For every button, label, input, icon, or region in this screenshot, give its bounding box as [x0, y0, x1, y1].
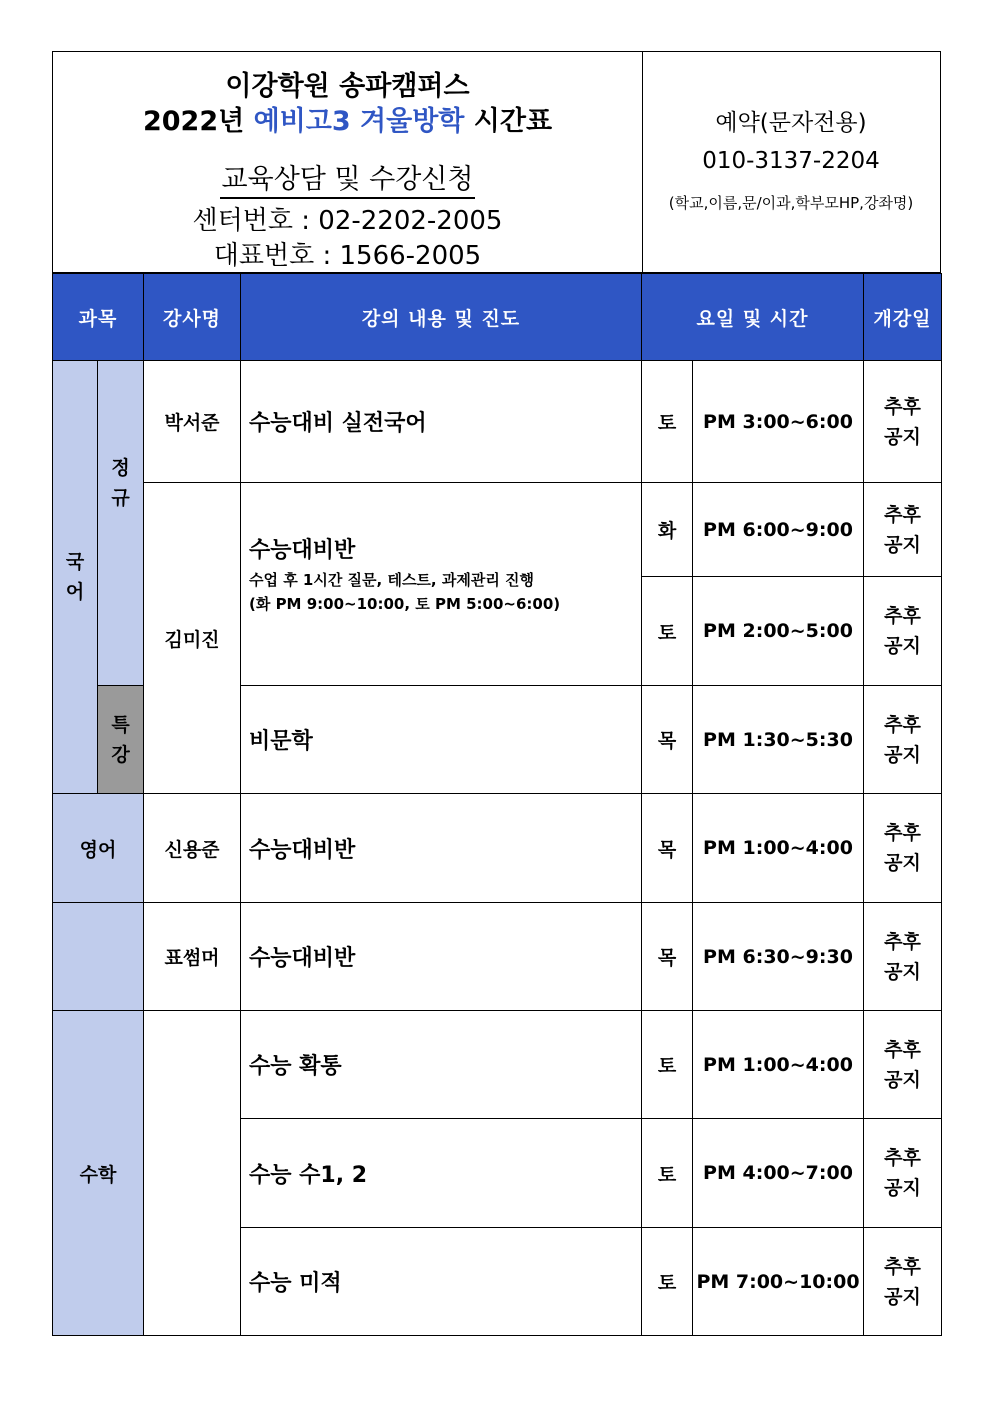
lecture-time: PM 6:30~9:30 — [693, 903, 864, 1011]
main-phone: 대표번호 : 1566-2005 — [213, 241, 482, 271]
lecture-day: 토 — [642, 361, 693, 483]
col-content: 강의 내용 및 진도 — [241, 274, 642, 361]
consult-heading: 교육상담 및 수강신청 — [53, 157, 642, 196]
subgroup-regular: 정규 — [98, 361, 144, 686]
lecture-time: PM 4:00~7:00 — [693, 1119, 864, 1228]
lecture-note-line1: 수업 후 1시간 질문, 테스트, 과제관리 진행 — [249, 570, 535, 589]
table-row — [53, 361, 942, 483]
open-date: 추후 공지 — [864, 1119, 942, 1228]
lecture-content: 수능 수1, 2 — [241, 1119, 642, 1228]
table-row — [53, 903, 942, 1011]
teacher-name: 박서준 — [144, 361, 241, 483]
lecture-note-line2: (화 PM 9:00~10:00, 토 PM 5:00~6:00) — [249, 594, 561, 613]
title-suffix: 시간표 — [464, 106, 553, 137]
reserve-phone: 010-3137-2204 — [702, 148, 880, 174]
open-date: 추후 공지 — [864, 794, 942, 903]
lecture-day: 목 — [642, 903, 693, 1011]
lecture-content: 수능대비반 — [241, 794, 642, 903]
teacher-name: 표썸머 — [144, 903, 241, 1011]
subject-math: 수학 — [53, 1011, 144, 1336]
lecture-time: PM 7:00~10:00 — [693, 1228, 864, 1336]
academy-name: 이강학원 송파캠퍼스 — [225, 71, 470, 102]
subject-blank — [53, 903, 144, 1011]
lecture-time: PM 1:00~4:00 — [693, 794, 864, 903]
schedule-header — [52, 51, 941, 273]
col-subject: 과목 — [53, 274, 144, 361]
reservation-block — [642, 52, 940, 272]
lecture-day: 목 — [642, 686, 693, 794]
open-date: 추후 공지 — [864, 577, 942, 686]
lecture-time: PM 2:00~5:00 — [693, 577, 864, 686]
lecture-day: 토 — [642, 577, 693, 686]
lecture-content: 수능 미적 — [241, 1228, 642, 1336]
teacher-name: 신용준 — [144, 794, 241, 903]
header-title-block — [53, 52, 643, 272]
open-date: 추후 공지 — [864, 361, 942, 483]
reserve-note: (학교,이름,문/이과,학부모HP,강좌명) — [668, 194, 914, 212]
reserve-label: 예약(문자전용) — [715, 110, 867, 136]
table-header-row — [53, 274, 942, 361]
center-phone: 센터번호 : 02-2202-2005 — [192, 206, 503, 236]
col-schedule: 요일 및 시간 — [642, 274, 864, 361]
subgroup-special: 특강 — [98, 686, 144, 794]
col-teacher: 강사명 — [144, 274, 241, 361]
table-row — [53, 794, 942, 903]
open-date: 추후 공지 — [864, 1011, 942, 1119]
lecture-title: 수능대비반 — [249, 537, 356, 563]
open-date: 추후 공지 — [864, 686, 942, 794]
title-year: 2022년 — [142, 106, 254, 137]
lecture-content: 수능 확통 — [241, 1011, 642, 1119]
teacher-name-blank — [144, 1011, 241, 1336]
lecture-time: PM 3:00~6:00 — [693, 361, 864, 483]
lecture-content — [241, 483, 642, 686]
schedule-table — [52, 273, 942, 1336]
schedule-title — [53, 99, 642, 138]
lecture-day: 토 — [642, 1011, 693, 1119]
lecture-day: 목 — [642, 794, 693, 903]
lecture-note — [249, 568, 641, 616]
lecture-time: PM 1:30~5:30 — [693, 686, 864, 794]
col-open-date: 개강일 — [864, 274, 942, 361]
lecture-content: 비문학 — [241, 686, 642, 794]
lecture-day: 화 — [642, 483, 693, 577]
teacher-name: 김미진 — [144, 483, 241, 794]
title-highlight: 예비고3 겨울방학 — [253, 106, 465, 137]
table-row — [53, 1011, 942, 1119]
table-row — [53, 483, 942, 577]
lecture-day: 토 — [642, 1119, 693, 1228]
subject-english: 영어 — [53, 794, 144, 903]
open-date: 추후 공지 — [864, 1228, 942, 1336]
lecture-time: PM 6:00~9:00 — [693, 483, 864, 577]
lecture-day: 토 — [642, 1228, 693, 1336]
open-date: 추후 공지 — [864, 903, 942, 1011]
lecture-content: 수능대비 실전국어 — [241, 361, 642, 483]
subject-korean: 국어 — [53, 361, 98, 794]
open-date: 추후 공지 — [864, 483, 942, 577]
lecture-content: 수능대비반 — [241, 903, 642, 1011]
lecture-time: PM 1:00~4:00 — [693, 1011, 864, 1119]
